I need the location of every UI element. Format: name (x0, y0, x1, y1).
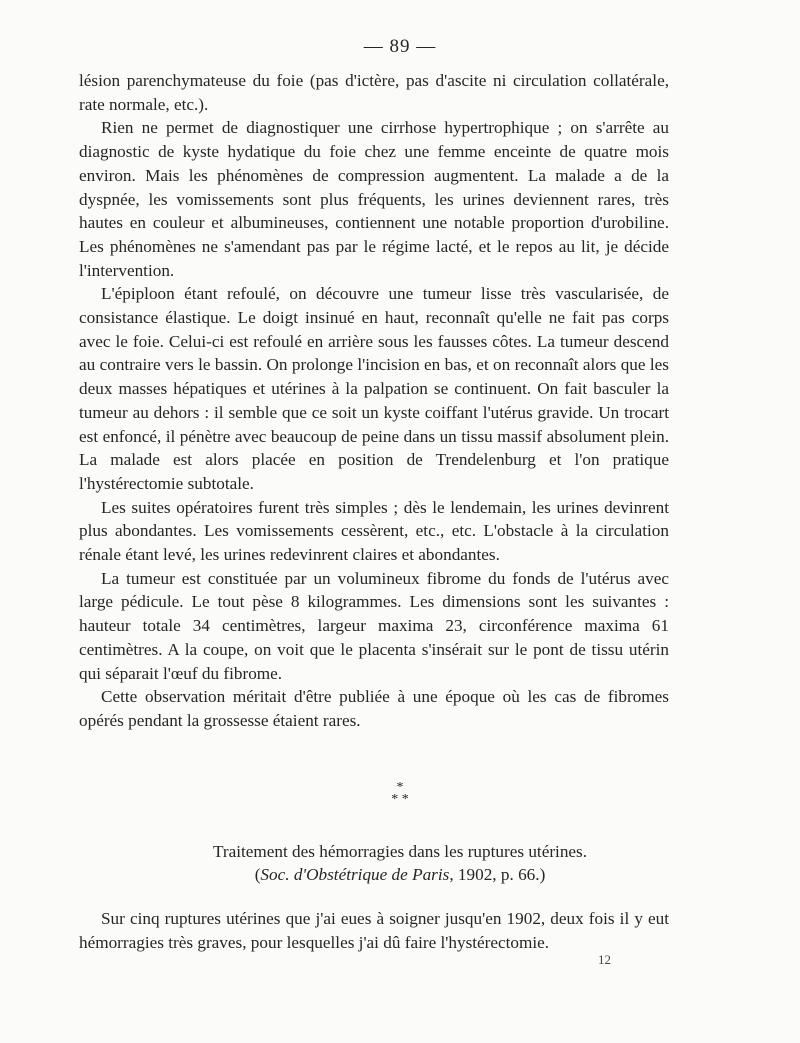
section-body (79, 907, 669, 954)
paragraph-4: Les suites opératoires furent très simples ; dès le lendemain, les urines devinrent plus abondantes. Les vomissements cessèrent, etc., etc. L'obstacle à la circulation rénale étant levé, les urines redevinrent claires et abondantes. (79, 497, 669, 565)
asterism-bottom: * * (391, 792, 409, 807)
paragraph-3: L'épiploon étant refoulé, on découvre une tumeur lisse très vascularisée, de consistance élastique. Le doigt insinué en haut, reconnaît qu'elle ne fait pas corps avec le foie. Celui-ci est refoulé en arrière sous les fausses côtes. La tumeur descend au contraire vers le bassin. On prolonge l'incision en bas, et on reconnaît alors que les deux masses hépatiques et utérines à la palpation se continuent. On fait basculer la tumeur au dehors : il semble que ce soit un kyste coiffant l'utérus gravide. Un trocart est enfoncé, il pénètre avec beaucoup de peine dans un tissu massif absolument plein. La malade est alors placée en position de Trendelenburg et l'on pratique l'hystérectomie subtotale. (79, 284, 669, 493)
reference-details: , 1902, p. 66.) (449, 865, 546, 884)
section-title: Traitement des hémorragies dans les ruptures utérines. (212, 842, 588, 861)
page-number: — 89 — (363, 36, 437, 57)
asterism-separator (0, 782, 800, 806)
section-paragraph: Sur cinq ruptures utérines que j'ai eues à soigner jusqu'en 1902, deux fois il y eut hémorragies très graves, pour lesquelles j'ai dû faire l'hystérectomie. (79, 909, 669, 952)
body-text (79, 69, 669, 733)
asterism-top: * (396, 780, 404, 795)
paragraph-1: lésion parenchymateuse du foie (pas d'ictère, pas d'ascite ni circulation collatérale, rate normale, etc.). (79, 71, 669, 114)
signature-mark: 12 (598, 952, 611, 967)
paragraph-5: La tumeur est constituée par un volumineux fibrome du fonds de l'utérus avec large pédicule. Le tout pèse 8 kilogrammes. Les dimensions sont les suivantes : hauteur totale 34 centimètres, largeur maxima 23, circonférence maxima 61 centimètres. A la coupe, on voit que le placenta s'insérait sur le pont de tissu utérin qui séparait l'œuf du fibrome. (79, 568, 669, 683)
reference-open: ( (254, 865, 261, 884)
reference-journal: Soc. d'Obstétrique de Paris (260, 865, 450, 884)
section-reference (0, 863, 800, 887)
paragraph-2: Rien ne permet de diagnostiquer une cirrhose hypertrophique ; on s'arrête au diagnostic de kyste hydatique du foie chez une femme enceinte de quatre mois environ. Mais les phénomènes de compression augmentent. La malade a de la dyspnée, les vomissements sont plus fréquents, les urines deviennent rares, très hautes en couleur et albumineuses, contiennent une notable proportion d'urobiline. Les phénomènes ne s'amendant pas par le régime lacté, et le repos au lit, je décide l'intervention. (79, 118, 669, 280)
paragraph-6: Cette observation méritait d'être publiée à une époque où les cas de fibromes opérés pendant la grossesse étaient rares. (79, 687, 669, 730)
